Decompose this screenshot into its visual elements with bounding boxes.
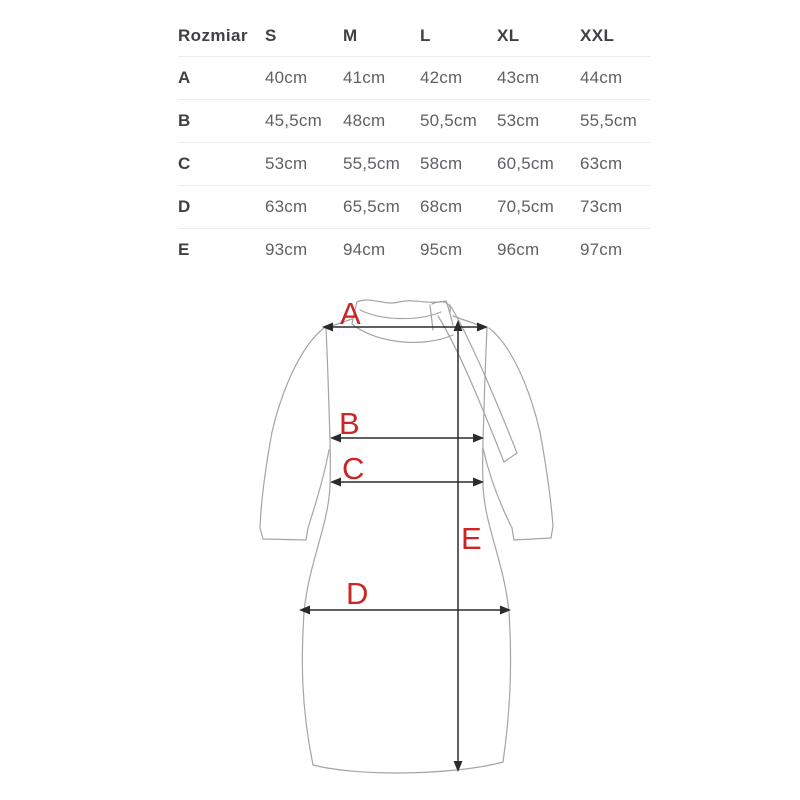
dress-sketch <box>260 300 553 773</box>
size-value: 55,5cm <box>343 154 400 173</box>
size-value: 94cm <box>343 240 386 259</box>
row-label: D <box>178 197 191 216</box>
size-value: 70,5cm <box>497 197 554 216</box>
measure-label-b: B <box>339 406 360 441</box>
size-value: 40cm <box>265 68 308 87</box>
collar-drape-line <box>360 310 441 319</box>
size-value: 53cm <box>497 111 540 130</box>
arrowhead-c-left <box>330 478 341 487</box>
collar-top-edge <box>357 300 446 303</box>
row-label: C <box>178 154 191 173</box>
size-value: 41cm <box>343 68 386 87</box>
dress-hem <box>313 762 503 773</box>
measurement-labels <box>339 296 482 611</box>
arrowhead-a-left <box>322 323 333 332</box>
size-value: 44cm <box>580 68 623 87</box>
size-value: 68cm <box>420 197 463 216</box>
right-sleeve-outer-edge <box>489 328 553 526</box>
column-header-size: Rozmiar <box>178 26 248 45</box>
size-value: 96cm <box>497 240 540 259</box>
neck-tie-end <box>504 453 517 462</box>
column-header-m: M <box>343 26 358 45</box>
row-label: B <box>178 111 191 130</box>
column-header-s: S <box>265 26 277 45</box>
size-value: 63cm <box>265 197 308 216</box>
measure-label-a: A <box>340 296 361 331</box>
size-value: 65,5cm <box>343 197 400 216</box>
size-value: 48cm <box>343 111 386 130</box>
size-value: 60,5cm <box>497 154 554 173</box>
size-value: 50,5cm <box>420 111 477 130</box>
right-sleeve-cuff <box>512 526 553 540</box>
column-header-xxl: XXL <box>580 26 615 45</box>
left-sleeve-outer-edge <box>260 328 324 528</box>
left-sleeve-cuff <box>260 528 308 540</box>
size-value: 95cm <box>420 240 463 259</box>
column-header-xl: XL <box>497 26 520 45</box>
measure-label-e: E <box>461 521 482 556</box>
size-value: 55,5cm <box>580 111 637 130</box>
size-value: 63cm <box>580 154 623 173</box>
row-label: A <box>178 68 191 87</box>
size-value: 58cm <box>420 154 463 173</box>
size-value: 97cm <box>580 240 623 259</box>
size-value: 93cm <box>265 240 308 259</box>
size-value: 42cm <box>420 68 463 87</box>
row-label: E <box>178 240 190 259</box>
measure-label-c: C <box>342 451 365 486</box>
dress-body-right-seam <box>483 328 511 762</box>
size-value: 73cm <box>580 197 623 216</box>
arrowhead-b-right <box>473 434 484 443</box>
neck-tie-inner-edge <box>438 316 504 462</box>
collar-right-edge <box>446 301 453 325</box>
size-value: 45,5cm <box>265 111 322 130</box>
dress-body-left-seam <box>302 328 330 765</box>
column-header-l: L <box>420 26 431 45</box>
size-value: 53cm <box>265 154 308 173</box>
size-value: 43cm <box>497 68 540 87</box>
measure-label-d: D <box>346 576 369 611</box>
